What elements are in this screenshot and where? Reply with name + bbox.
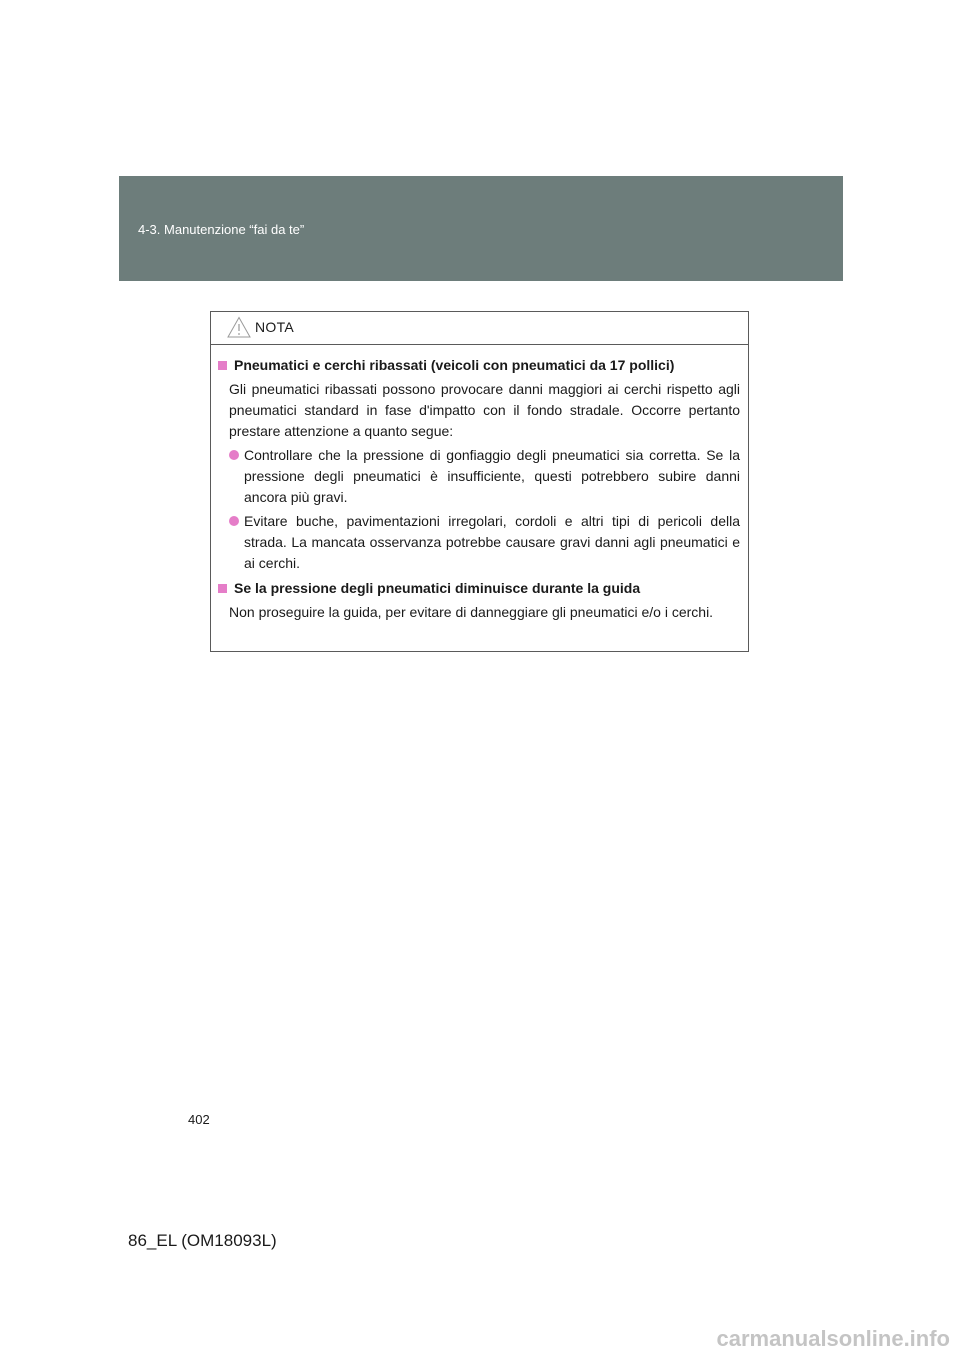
list-item bbox=[218, 511, 740, 574]
page-number: 402 bbox=[188, 1112, 210, 1127]
square-bullet-icon bbox=[218, 361, 227, 370]
section-paragraph: Non proseguire la guida, per evitare di danneggiare gli pneumatici e/o i cerchi. bbox=[229, 604, 714, 620]
circle-bullet-icon bbox=[229, 450, 239, 460]
circle-bullet-icon bbox=[229, 516, 239, 526]
square-bullet-icon bbox=[218, 584, 227, 593]
warning-triangle-icon bbox=[227, 316, 251, 338]
section-heading-low-profile-tires bbox=[218, 355, 740, 376]
note-box bbox=[210, 311, 749, 652]
section-heading-text: Pneumatici e cerchi ribassati (veicoli con pneumatici da 17 pollici) bbox=[234, 357, 675, 373]
watermark: carmanualsonline.info bbox=[716, 1326, 950, 1351]
section-heading-text: Se la pressione degli pneumatici diminuisce durante la guida bbox=[234, 580, 641, 596]
list-item-text: Evitare buche, pavimentazioni irregolari, cordoli e altri tipi di pericoli della strada. La mancata osservanza potrebbe causare gravi danni agli pneumatici e ai cerchi. bbox=[244, 513, 740, 571]
list-item bbox=[218, 445, 740, 508]
section-heading-pressure-drop bbox=[218, 578, 740, 599]
document-code: 86_EL (OM18093L) bbox=[128, 1231, 277, 1250]
section-paragraph: Gli pneumatici ribassati possono provocare danni maggiori ai cerchi rispetto agli pneumatici standard in fase d'impatto con il fondo stradale. Occorre pertanto prestare attenzione a quanto segue: bbox=[229, 381, 740, 439]
note-header bbox=[211, 312, 748, 345]
note-label: NOTA bbox=[255, 319, 295, 335]
section-title: 4-3. Manutenzione “fai da te” bbox=[138, 222, 305, 237]
list-item-text: Controllare che la pressione di gonfiaggio degli pneumatici sia corretta. Se la pressione degli pneumatici è insufficiente, questi potrebbero subire danni ancora più gravi. bbox=[244, 447, 740, 505]
note-content bbox=[211, 345, 748, 623]
